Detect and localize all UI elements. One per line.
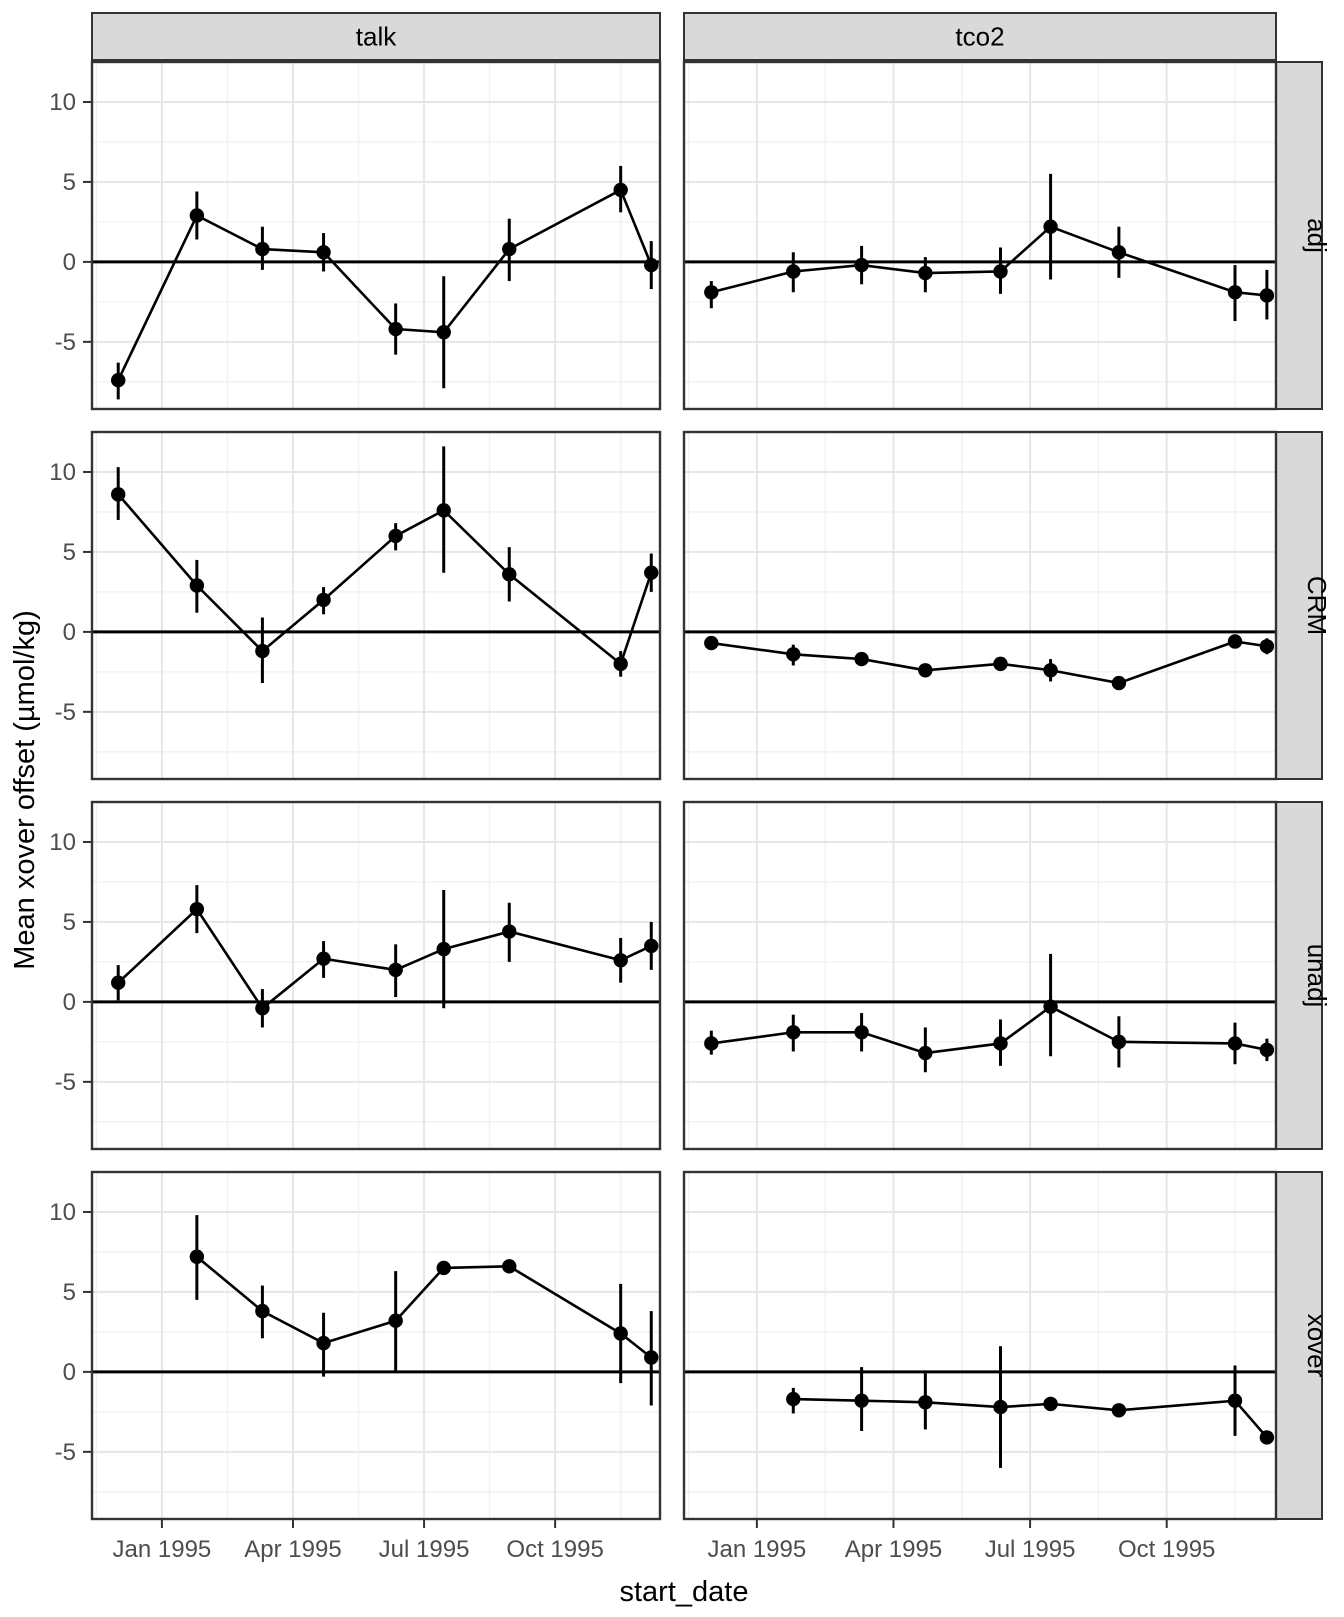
- x-tick-label: Jul 1995: [984, 1536, 1076, 1563]
- panel-tco2-adj: [684, 62, 1276, 409]
- row-strip-label: unadj: [1302, 943, 1332, 1008]
- panel-tco2-CRM: [684, 432, 1276, 779]
- data-point: [786, 264, 800, 278]
- panel-bg: [684, 1172, 1276, 1519]
- data-point: [437, 325, 451, 339]
- y-tick-label: 0: [62, 618, 76, 646]
- data-point: [388, 963, 402, 977]
- data-point: [1043, 663, 1057, 677]
- panel-bg: [92, 802, 660, 1149]
- data-point: [1112, 1403, 1126, 1417]
- data-point: [1112, 1035, 1126, 1049]
- data-point: [111, 975, 125, 989]
- data-point: [111, 487, 125, 501]
- data-point: [918, 1046, 932, 1060]
- data-point: [502, 1259, 516, 1273]
- data-point: [316, 952, 330, 966]
- data-point: [1043, 220, 1057, 234]
- data-point: [1228, 285, 1242, 299]
- data-point: [704, 636, 718, 650]
- x-axis-title: start_date: [619, 1576, 749, 1608]
- panels-group: [49, 13, 1332, 1563]
- data-point: [644, 939, 658, 953]
- data-point: [786, 1025, 800, 1039]
- data-point: [1043, 999, 1057, 1013]
- y-tick-label: -5: [54, 1068, 76, 1096]
- x-tick-label: Oct 1995: [1118, 1536, 1216, 1563]
- y-tick-label: -5: [54, 1438, 76, 1466]
- data-point: [437, 1261, 451, 1275]
- y-tick-label: 10: [49, 1198, 76, 1226]
- data-point: [613, 183, 627, 197]
- data-point: [190, 578, 204, 592]
- x-tick-label: Apr 1995: [244, 1536, 342, 1563]
- y-tick-label: 10: [49, 88, 76, 116]
- y-tick-label: -5: [54, 698, 76, 726]
- data-point: [316, 1336, 330, 1350]
- data-point: [255, 644, 269, 658]
- data-point: [854, 652, 868, 666]
- data-point: [437, 503, 451, 517]
- y-tick-label: 5: [62, 538, 76, 566]
- y-tick-label: 0: [62, 1358, 76, 1386]
- data-point: [388, 322, 402, 336]
- y-tick-label: 0: [62, 988, 76, 1016]
- y-tick-label: 5: [62, 1278, 76, 1306]
- row-strip-label: CRM: [1302, 575, 1332, 636]
- data-point: [613, 1326, 627, 1340]
- data-point: [388, 529, 402, 543]
- data-point: [993, 1036, 1007, 1050]
- panel-talk-unadj: [92, 802, 660, 1149]
- data-point: [993, 657, 1007, 671]
- data-point: [1112, 676, 1126, 690]
- data-point: [786, 647, 800, 661]
- y-tick-label: 0: [62, 248, 76, 276]
- data-point: [854, 1025, 868, 1039]
- data-point: [704, 285, 718, 299]
- x-tick-label: Apr 1995: [844, 1536, 943, 1563]
- data-point: [255, 1001, 269, 1015]
- panel-bg: [684, 62, 1276, 409]
- data-point: [1260, 1430, 1274, 1444]
- panel-tco2-xover: [684, 1172, 1276, 1519]
- data-point: [190, 902, 204, 916]
- data-point: [316, 593, 330, 607]
- row-strip-label: adj: [1302, 218, 1332, 253]
- x-tick-label: Oct 1995: [506, 1536, 604, 1563]
- data-point: [1228, 1036, 1242, 1050]
- data-point: [1260, 639, 1274, 653]
- data-point: [1043, 1397, 1057, 1411]
- data-point: [255, 242, 269, 256]
- data-point: [613, 657, 627, 671]
- y-axis-title: Mean xover offset (µmol/kg): [9, 610, 41, 970]
- data-point: [190, 1250, 204, 1264]
- x-tick-label: Jan 1995: [707, 1536, 807, 1563]
- panel-bg: [92, 1172, 660, 1519]
- data-point: [993, 1400, 1007, 1414]
- data-point: [437, 942, 451, 956]
- facet-strip-label: tco2: [955, 21, 1005, 52]
- panel-bg: [92, 62, 660, 409]
- y-tick-label: 10: [49, 828, 76, 856]
- data-point: [644, 566, 658, 580]
- y-tick-label: 10: [49, 458, 76, 486]
- data-point: [1228, 634, 1242, 648]
- panel-bg: [684, 802, 1276, 1149]
- panel-bg: [684, 432, 1276, 779]
- data-point: [854, 1393, 868, 1407]
- data-point: [786, 1392, 800, 1406]
- data-point: [993, 264, 1007, 278]
- data-point: [111, 373, 125, 387]
- x-tick-label: Jan 1995: [112, 1536, 212, 1563]
- data-point: [316, 245, 330, 259]
- data-point: [1112, 245, 1126, 259]
- panel-tco2-unadj: [684, 802, 1276, 1149]
- data-point: [613, 953, 627, 967]
- data-point: [918, 663, 932, 677]
- row-strip-label: xover: [1302, 1313, 1332, 1378]
- data-point: [502, 924, 516, 938]
- data-point: [704, 1036, 718, 1050]
- data-point: [644, 1350, 658, 1364]
- data-point: [918, 1395, 932, 1409]
- y-tick-label: -5: [54, 328, 76, 356]
- data-point: [502, 242, 516, 256]
- data-point: [1260, 1043, 1274, 1057]
- data-point: [190, 208, 204, 222]
- data-point: [1260, 288, 1274, 302]
- panel-bg: [92, 432, 660, 779]
- facet-strip-label: talk: [355, 21, 397, 52]
- y-tick-label: 5: [62, 168, 76, 196]
- x-tick-label: Jul 1995: [378, 1536, 470, 1563]
- panel-talk-CRM: [92, 432, 660, 779]
- data-point: [918, 266, 932, 280]
- data-point: [502, 567, 516, 581]
- y-tick-label: 5: [62, 908, 76, 936]
- data-point: [1228, 1393, 1242, 1407]
- panel-talk-xover: [92, 1172, 660, 1519]
- data-point: [854, 258, 868, 272]
- data-point: [255, 1304, 269, 1318]
- data-point: [388, 1314, 402, 1328]
- data-point: [644, 258, 658, 272]
- panel-talk-adj: [92, 62, 660, 409]
